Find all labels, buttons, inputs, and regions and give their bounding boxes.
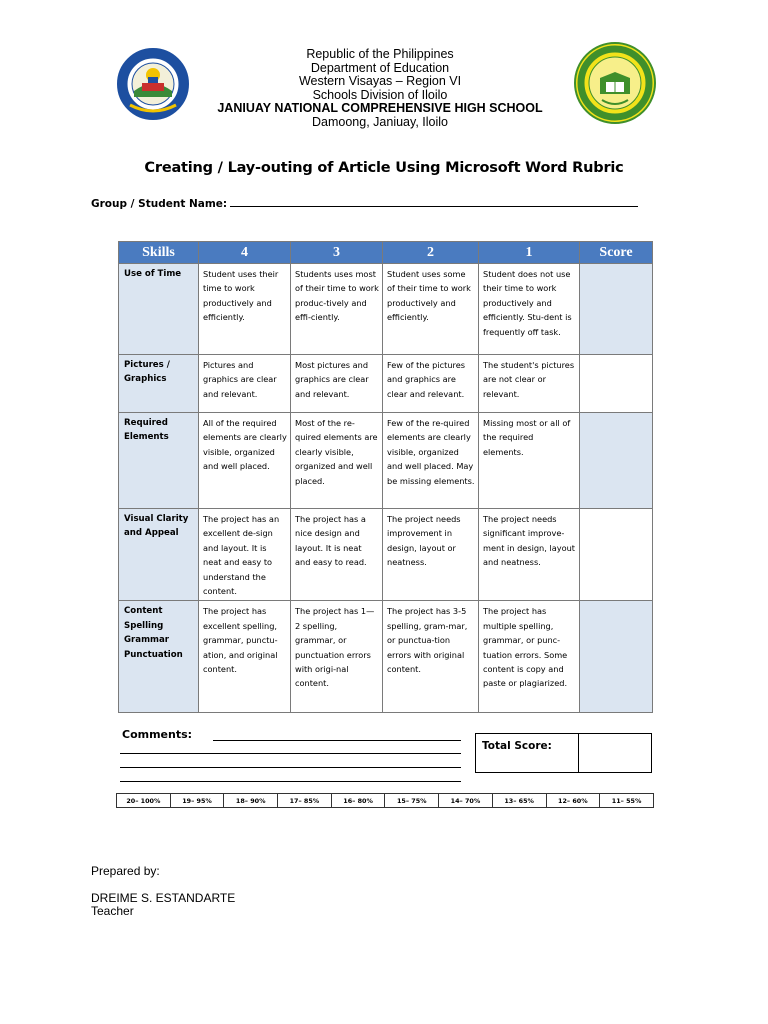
comments-line	[213, 740, 461, 741]
header-score: Score	[580, 242, 653, 264]
scale-cell: 18– 90%	[224, 794, 278, 808]
score-cell	[580, 601, 653, 713]
criteria-cell-3: The project has a nice design and layout. It is neat and easy to read.	[291, 509, 383, 601]
rubric-table	[118, 241, 653, 713]
criteria-cell-3: Most of the re-quired elements are clearly visible, organized and well placed.	[291, 413, 383, 509]
score-cell	[580, 264, 653, 355]
scale-cell: 16– 80%	[331, 794, 385, 808]
comments-line	[120, 781, 461, 782]
student-name-blank-line	[230, 196, 638, 207]
scale-cell: 20– 100%	[117, 794, 171, 808]
criteria-cell-4: Pictures and graphics are clear and relevant.	[199, 355, 291, 413]
header-score-4: 4	[199, 242, 291, 264]
scale-cell: 12– 60%	[546, 794, 600, 808]
grading-scale-row	[117, 794, 654, 808]
score-cell	[580, 509, 653, 601]
table-row	[119, 355, 653, 413]
criteria-cell-4: The project has excellent spelling, grammar, punctu-ation, and original content.	[199, 601, 291, 713]
header-score-3: 3	[291, 242, 383, 264]
criteria-cell-3: The project has 1—2 spelling, grammar, or punctuation errors with origi-nal content.	[291, 601, 383, 713]
total-score-label: Total Score:	[476, 734, 579, 772]
header-address: Damoong, Janiuay, Iloilo	[312, 114, 448, 129]
letterhead	[180, 48, 580, 129]
criteria-cell-4: The project has an excellent de-sign and layout. It is neat and easy to understand the content.	[199, 509, 291, 601]
criteria-cell-2: Few of the re-quired elements are clearly visible, organized and well placed. May be missing elements.	[383, 413, 479, 509]
criteria-cell-1: The student's pictures are not clear or relevant.	[479, 355, 580, 413]
criteria-cell-1: Student does not use their time to work productively and efficiently. Stu-dent is frequently off task.	[479, 264, 580, 355]
skill-cell: Content Spelling Grammar Punctuation	[119, 601, 199, 713]
header-score-1: 1	[479, 242, 580, 264]
header-department: Department of Education	[310, 60, 450, 75]
table-row	[119, 413, 653, 509]
scale-cell: 14– 70%	[439, 794, 493, 808]
criteria-cell-1: The project needs significant improve-ment in design, layout and neatness.	[479, 509, 580, 601]
janiuay-nchs-seal-logo	[572, 42, 658, 124]
document-title: Creating / Lay-outing of Article Using Microsoft Word Rubric	[144, 160, 624, 176]
student-name-field	[91, 196, 638, 210]
header-division: Schools Division of Iloilo	[312, 87, 448, 102]
criteria-cell-2: The project needs improvement in design, layout or neatness.	[383, 509, 479, 601]
comments-line	[120, 753, 461, 754]
header-school-name: JANIUAY NATIONAL COMPREHENSIVE HIGH SCHOOL	[217, 101, 543, 115]
skill-cell: Required Elements	[119, 413, 199, 509]
rubric-header-row	[119, 242, 653, 264]
header-region: Western Visayas – Region VI	[298, 74, 462, 88]
header-score-2: 2	[383, 242, 479, 264]
grading-scale-table	[116, 793, 654, 808]
student-name-label: Group / Student Name:	[91, 198, 228, 210]
criteria-cell-2: The project has 3-5 spelling, gram-mar, or punctua-tion errors with original content.	[383, 601, 479, 713]
table-row	[119, 509, 653, 601]
score-cell	[580, 413, 653, 509]
teacher-name: DREIME S. ESTANDARTE	[91, 891, 236, 905]
signatory	[91, 892, 235, 918]
skill-cell: Visual Clarity and Appeal	[119, 509, 199, 601]
table-row	[119, 601, 653, 713]
scale-cell: 13– 65%	[492, 794, 546, 808]
criteria-cell-2: Few of the pictures and graphics are clear and relevant.	[383, 355, 479, 413]
criteria-cell-2: Student uses some of their time to work productively and efficiently.	[383, 264, 479, 355]
total-score-value	[579, 734, 651, 772]
skill-cell: Use of Time	[119, 264, 199, 355]
criteria-cell-4: All of the required elements are clearly visible, organized and well placed.	[199, 413, 291, 509]
comments-line	[120, 767, 461, 768]
criteria-cell-4: Student uses their time to work productively and efficiently.	[199, 264, 291, 355]
criteria-cell-1: Missing most or all of the required elements.	[479, 413, 580, 509]
scale-cell: 15– 75%	[385, 794, 439, 808]
header-republic: Republic of the Philippines	[306, 47, 454, 61]
criteria-cell-3: Most pictures and graphics are clear and relevant.	[291, 355, 383, 413]
prepared-by-label: Prepared by:	[91, 864, 160, 878]
total-score-box	[475, 733, 652, 773]
score-cell	[580, 355, 653, 413]
criteria-cell-3: Students uses most of their time to work produc-tively and effi-ciently.	[291, 264, 383, 355]
teacher-role: Teacher	[91, 904, 134, 918]
criteria-cell-1: The project has multiple spelling, grammar, or punc-tuation errors. Some content is copy and paste or plagiarized.	[479, 601, 580, 713]
table-row	[119, 264, 653, 355]
scale-cell: 17– 85%	[278, 794, 332, 808]
header-skills: Skills	[119, 242, 199, 264]
comments-label: Comments:	[122, 728, 193, 741]
skill-cell: Pictures / Graphics	[119, 355, 199, 413]
scale-cell: 11– 55%	[600, 794, 654, 808]
scale-cell: 19– 95%	[170, 794, 224, 808]
